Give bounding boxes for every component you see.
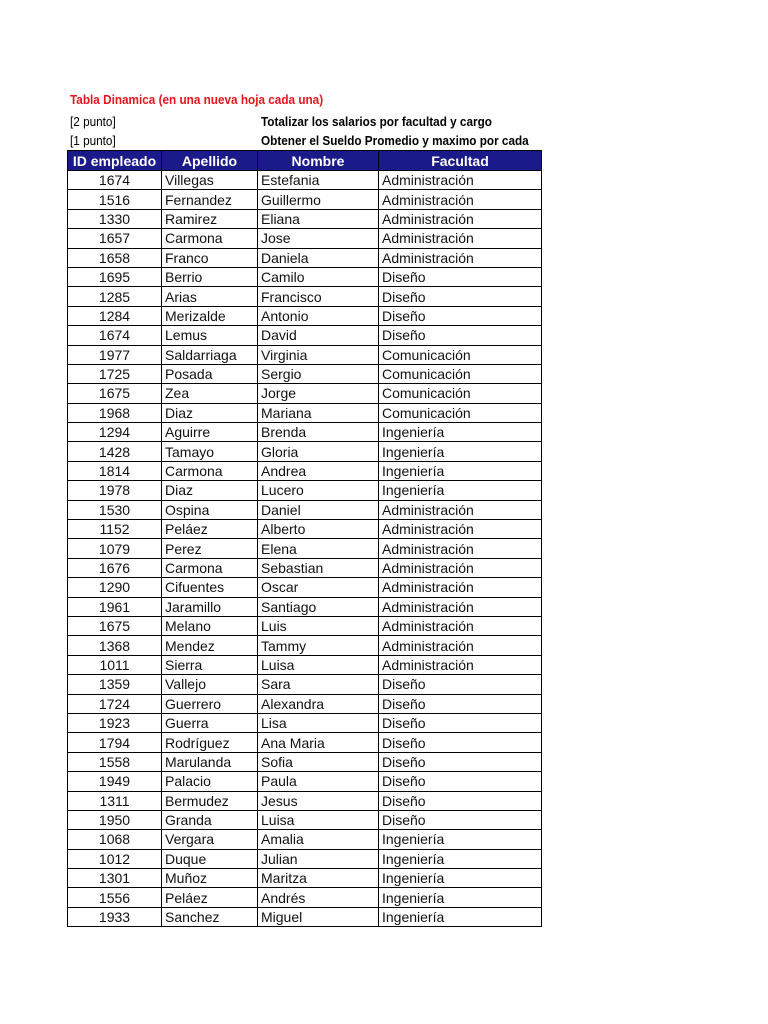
cell-facultad[interactable]: Ingeniería <box>379 461 542 480</box>
cell-id[interactable]: 1285 <box>68 287 162 306</box>
cell-apellido[interactable]: Fernandez <box>162 190 258 209</box>
cell-facultad[interactable]: Diseño <box>379 694 542 713</box>
cell-nombre[interactable]: Gloria <box>258 442 379 461</box>
cell-nombre[interactable]: Sebastian <box>258 558 379 577</box>
table-row <box>68 675 542 694</box>
cell-nombre[interactable]: Luis <box>258 616 379 635</box>
cell-id[interactable]: 1674 <box>68 326 162 345</box>
cell-nombre[interactable]: Jesus <box>258 791 379 810</box>
cell-nombre[interactable]: Sofia <box>258 752 379 771</box>
instruction-text[interactable]: Totalizar los salarios por facultad y cargo <box>261 115 492 129</box>
cell-facultad[interactable]: Diseño <box>379 713 542 732</box>
cell-nombre[interactable]: Sergio <box>258 364 379 383</box>
cell-apellido[interactable]: Villegas <box>162 171 258 190</box>
cell-nombre[interactable]: Jorge <box>258 384 379 403</box>
table-row <box>68 345 542 364</box>
cell-id[interactable]: 1368 <box>68 636 162 655</box>
cell-facultad[interactable]: Diseño <box>379 810 542 829</box>
cell-id[interactable]: 1079 <box>68 539 162 558</box>
cell-facultad[interactable]: Administración <box>379 597 542 616</box>
cell-id[interactable]: 1695 <box>68 267 162 286</box>
cell-facultad[interactable]: Administración <box>379 248 542 267</box>
table-row <box>68 481 542 500</box>
cell-nombre[interactable]: Francisco <box>258 287 379 306</box>
cell-apellido[interactable]: Merizalde <box>162 306 258 325</box>
table-row <box>68 209 542 228</box>
cell-facultad[interactable]: Administración <box>379 520 542 539</box>
cell-nombre[interactable]: Estefania <box>258 171 379 190</box>
cell-facultad[interactable]: Ingeniería <box>379 830 542 849</box>
cell-facultad[interactable]: Administración <box>379 655 542 674</box>
cell-id[interactable]: 1725 <box>68 364 162 383</box>
cell-apellido[interactable]: Perez <box>162 539 258 558</box>
cell-nombre[interactable]: Elena <box>258 539 379 558</box>
cell-facultad[interactable]: Administración <box>379 209 542 228</box>
instruction-points[interactable]: [2 punto] <box>70 115 116 129</box>
cell-id[interactable]: 1961 <box>68 597 162 616</box>
cell-facultad[interactable]: Diseño <box>379 306 542 325</box>
cell-id[interactable]: 1923 <box>68 713 162 732</box>
table-row <box>68 752 542 771</box>
cell-apellido[interactable]: Muñoz <box>162 869 258 888</box>
cell-facultad[interactable]: Ingeniería <box>379 442 542 461</box>
cell-apellido[interactable]: Vergara <box>162 830 258 849</box>
cell-facultad[interactable]: Ingeniería <box>379 907 542 926</box>
table-row <box>68 326 542 345</box>
cell-facultad[interactable]: Diseño <box>379 733 542 752</box>
cell-apellido[interactable]: Carmona <box>162 461 258 480</box>
cell-id[interactable]: 1814 <box>68 461 162 480</box>
cell-apellido[interactable]: Diaz <box>162 403 258 422</box>
cell-nombre[interactable]: Brenda <box>258 423 379 442</box>
cell-id[interactable]: 1301 <box>68 869 162 888</box>
cell-id[interactable]: 1068 <box>68 830 162 849</box>
table-row <box>68 713 542 732</box>
cell-id[interactable]: 1011 <box>68 655 162 674</box>
cell-apellido[interactable]: Peláez <box>162 520 258 539</box>
cell-apellido[interactable]: Carmona <box>162 558 258 577</box>
table-row <box>68 616 542 635</box>
column-header-nombre[interactable]: Nombre <box>258 151 379 171</box>
cell-facultad[interactable]: Administración <box>379 190 542 209</box>
cell-facultad[interactable]: Ingeniería <box>379 869 542 888</box>
cell-facultad[interactable]: Diseño <box>379 772 542 791</box>
cell-facultad[interactable]: Administración <box>379 578 542 597</box>
cell-apellido[interactable]: Guerrero <box>162 694 258 713</box>
cell-apellido[interactable]: Vallejo <box>162 675 258 694</box>
cell-nombre[interactable]: Camilo <box>258 267 379 286</box>
table-row <box>68 655 542 674</box>
cell-id[interactable]: 1284 <box>68 306 162 325</box>
cell-id[interactable]: 1794 <box>68 733 162 752</box>
column-header-id[interactable]: ID empleado <box>68 151 162 171</box>
cell-apellido[interactable]: Arias <box>162 287 258 306</box>
cell-nombre[interactable]: Luisa <box>258 655 379 674</box>
table-row <box>68 558 542 577</box>
cell-apellido[interactable]: Franco <box>162 248 258 267</box>
cell-apellido[interactable]: Granda <box>162 810 258 829</box>
table-row <box>68 171 542 190</box>
table-row <box>68 423 542 442</box>
cell-id[interactable]: 1676 <box>68 558 162 577</box>
cell-id[interactable]: 1675 <box>68 616 162 635</box>
table-row <box>68 597 542 616</box>
cell-apellido[interactable]: Sanchez <box>162 907 258 926</box>
cell-nombre[interactable]: Oscar <box>258 578 379 597</box>
cell-id[interactable]: 1968 <box>68 403 162 422</box>
table-header-row <box>68 151 542 171</box>
cell-nombre[interactable]: Antonio <box>258 306 379 325</box>
cell-apellido[interactable]: Rodríguez <box>162 733 258 752</box>
cell-id[interactable]: 1556 <box>68 888 162 907</box>
cell-nombre[interactable]: Julian <box>258 849 379 868</box>
table-row <box>68 830 542 849</box>
cell-facultad[interactable]: Ingeniería <box>379 423 542 442</box>
cell-facultad[interactable]: Administración <box>379 539 542 558</box>
cell-apellido[interactable]: Ramirez <box>162 209 258 228</box>
cell-facultad[interactable]: Diseño <box>379 675 542 694</box>
table-row <box>68 907 542 926</box>
cell-facultad[interactable]: Administración <box>379 229 542 248</box>
cell-facultad[interactable]: Ingeniería <box>379 888 542 907</box>
table-row <box>68 248 542 267</box>
cell-nombre[interactable]: Lisa <box>258 713 379 732</box>
cell-apellido[interactable]: Cifuentes <box>162 578 258 597</box>
table-row <box>68 733 542 752</box>
column-header-facultad[interactable]: Facultad <box>379 151 542 171</box>
cell-apellido[interactable]: Saldarriaga <box>162 345 258 364</box>
cell-apellido[interactable]: Aguirre <box>162 423 258 442</box>
table-row <box>68 384 542 403</box>
cell-apellido[interactable]: Tamayo <box>162 442 258 461</box>
instruction-points[interactable]: [1 punto] <box>70 134 116 148</box>
cell-apellido[interactable]: Berrio <box>162 267 258 286</box>
table-row <box>68 287 542 306</box>
cell-facultad[interactable]: Administración <box>379 171 542 190</box>
cell-nombre[interactable]: David <box>258 326 379 345</box>
instruction-row <box>70 115 544 134</box>
cell-nombre[interactable]: Maritza <box>258 869 379 888</box>
table-row <box>68 500 542 519</box>
cell-nombre[interactable]: Tammy <box>258 636 379 655</box>
cell-apellido[interactable]: Palacio <box>162 772 258 791</box>
cell-facultad[interactable]: Comunicación <box>379 364 542 383</box>
cell-nombre[interactable]: Virginia <box>258 345 379 364</box>
cell-apellido[interactable]: Sierra <box>162 655 258 674</box>
cell-nombre[interactable]: Lucero <box>258 481 379 500</box>
table-row <box>68 461 542 480</box>
cell-id[interactable]: 1977 <box>68 345 162 364</box>
cell-id[interactable]: 1330 <box>68 209 162 228</box>
table-row <box>68 578 542 597</box>
cell-id[interactable]: 1152 <box>68 520 162 539</box>
cell-nombre[interactable]: Paula <box>258 772 379 791</box>
cell-nombre[interactable]: Ana Maria <box>258 733 379 752</box>
cell-facultad[interactable]: Diseño <box>379 267 542 286</box>
cell-facultad[interactable]: Ingeniería <box>379 849 542 868</box>
table-row <box>68 636 542 655</box>
table-row <box>68 772 542 791</box>
cell-nombre[interactable]: Alexandra <box>258 694 379 713</box>
cell-id[interactable]: 1949 <box>68 772 162 791</box>
cell-id[interactable]: 1978 <box>68 481 162 500</box>
cell-apellido[interactable]: Zea <box>162 384 258 403</box>
cell-facultad[interactable]: Diseño <box>379 752 542 771</box>
cell-facultad[interactable]: Comunicación <box>379 403 542 422</box>
cell-nombre[interactable]: Sara <box>258 675 379 694</box>
cell-facultad[interactable]: Diseño <box>379 287 542 306</box>
cell-id[interactable]: 1428 <box>68 442 162 461</box>
cell-apellido[interactable]: Melano <box>162 616 258 635</box>
cell-apellido[interactable]: Jaramillo <box>162 597 258 616</box>
cell-facultad[interactable]: Administración <box>379 636 542 655</box>
cell-id[interactable]: 1950 <box>68 810 162 829</box>
cell-nombre[interactable]: Guillermo <box>258 190 379 209</box>
cell-facultad[interactable]: Diseño <box>379 326 542 345</box>
instruction-text[interactable]: Obtener el Sueldo Promedio y maximo por cada <box>261 134 529 148</box>
table-row <box>68 364 542 383</box>
cell-nombre[interactable]: Miguel <box>258 907 379 926</box>
cell-id[interactable]: 1933 <box>68 907 162 926</box>
cell-id[interactable]: 1530 <box>68 500 162 519</box>
cell-id[interactable]: 1012 <box>68 849 162 868</box>
table-row <box>68 267 542 286</box>
table-row <box>68 306 542 325</box>
cell-nombre[interactable]: Mariana <box>258 403 379 422</box>
cell-id[interactable]: 1674 <box>68 171 162 190</box>
cell-nombre[interactable]: Andrea <box>258 461 379 480</box>
cell-id[interactable]: 1294 <box>68 423 162 442</box>
cell-apellido[interactable]: Mendez <box>162 636 258 655</box>
cell-id[interactable]: 1657 <box>68 229 162 248</box>
cell-id[interactable]: 1724 <box>68 694 162 713</box>
employee-table <box>67 150 542 927</box>
cell-id[interactable]: 1311 <box>68 791 162 810</box>
cell-id[interactable]: 1359 <box>68 675 162 694</box>
cell-facultad[interactable]: Administración <box>379 500 542 519</box>
table-body <box>68 171 542 927</box>
cell-nombre[interactable]: Jose <box>258 229 379 248</box>
cell-apellido[interactable]: Lemus <box>162 326 258 345</box>
cell-apellido[interactable]: Ospina <box>162 500 258 519</box>
cell-id[interactable]: 1675 <box>68 384 162 403</box>
cell-facultad[interactable]: Administración <box>379 616 542 635</box>
table-row <box>68 403 542 422</box>
table-row <box>68 229 542 248</box>
cell-nombre[interactable]: Luisa <box>258 810 379 829</box>
cell-nombre[interactable]: Alberto <box>258 520 379 539</box>
cell-nombre[interactable]: Amalia <box>258 830 379 849</box>
table-row <box>68 888 542 907</box>
table-row <box>68 190 542 209</box>
table-row <box>68 520 542 539</box>
cell-apellido[interactable]: Carmona <box>162 229 258 248</box>
table-row <box>68 442 542 461</box>
cell-id[interactable]: 1290 <box>68 578 162 597</box>
cell-nombre[interactable]: Daniela <box>258 248 379 267</box>
cell-apellido[interactable]: Posada <box>162 364 258 383</box>
cell-nombre[interactable]: Daniel <box>258 500 379 519</box>
cell-apellido[interactable]: Guerra <box>162 713 258 732</box>
table-row <box>68 869 542 888</box>
cell-id[interactable]: 1558 <box>68 752 162 771</box>
cell-facultad[interactable]: Administración <box>379 558 542 577</box>
table-row <box>68 849 542 868</box>
cell-apellido[interactable]: Peláez <box>162 888 258 907</box>
table-row <box>68 539 542 558</box>
cell-facultad[interactable]: Comunicación <box>379 345 542 364</box>
cell-nombre[interactable]: Eliana <box>258 209 379 228</box>
cell-apellido[interactable]: Diaz <box>162 481 258 500</box>
cell-id[interactable]: 1516 <box>68 190 162 209</box>
table-row <box>68 810 542 829</box>
cell-nombre[interactable]: Andrés <box>258 888 379 907</box>
cell-nombre[interactable]: Santiago <box>258 597 379 616</box>
cell-facultad[interactable]: Ingeniería <box>379 481 542 500</box>
table-row <box>68 694 542 713</box>
sheet-title: Tabla Dinamica (en una nueva hoja cada una) <box>70 93 324 107</box>
table-row <box>68 791 542 810</box>
cell-id[interactable]: 1658 <box>68 248 162 267</box>
cell-facultad[interactable]: Diseño <box>379 791 542 810</box>
cell-facultad[interactable]: Comunicación <box>379 384 542 403</box>
cell-apellido[interactable]: Duque <box>162 849 258 868</box>
column-header-apellido[interactable]: Apellido <box>162 151 258 171</box>
cell-apellido[interactable]: Marulanda <box>162 752 258 771</box>
cell-apellido[interactable]: Bermudez <box>162 791 258 810</box>
